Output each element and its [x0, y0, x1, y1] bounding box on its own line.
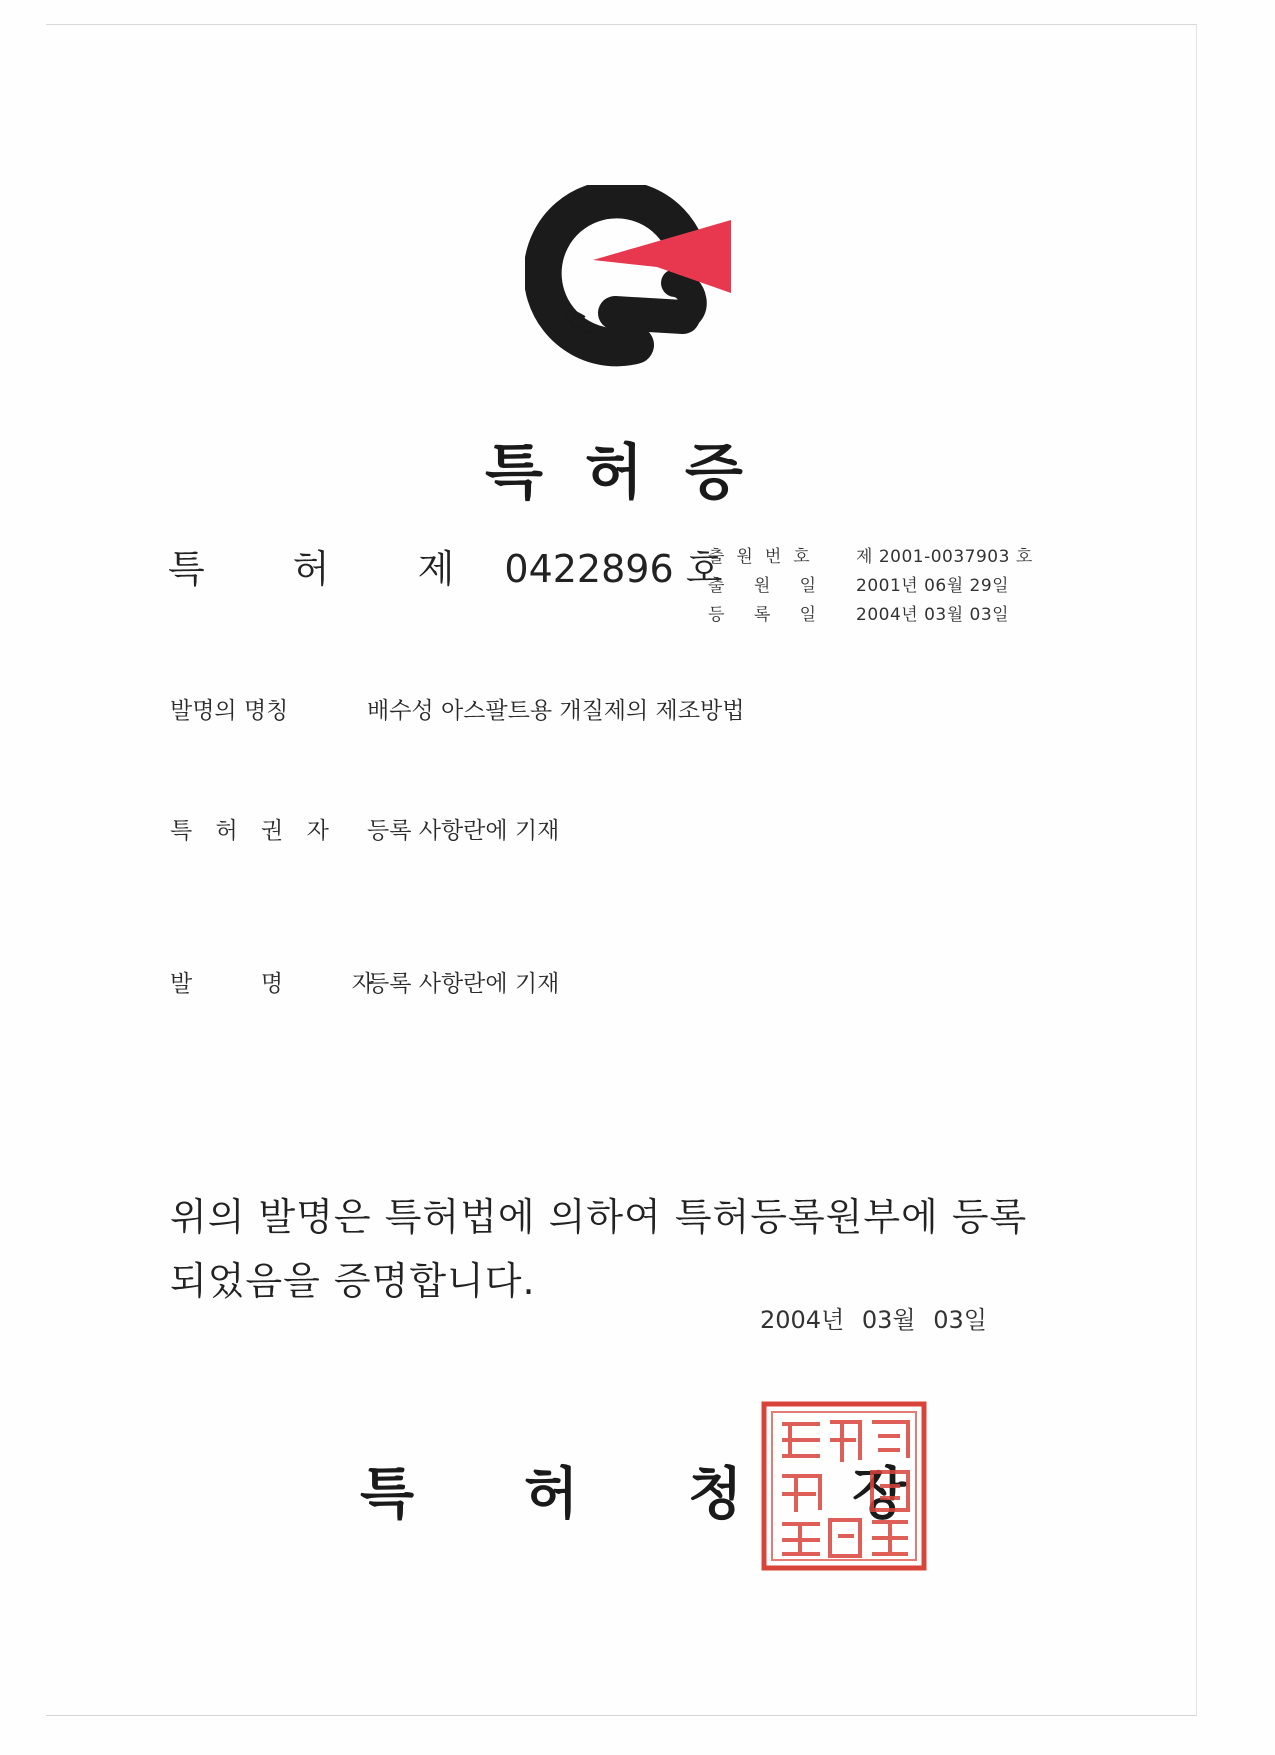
inventor-value: 등록 사항란에 기재	[367, 971, 560, 997]
patent-number-value: 0422896	[504, 547, 674, 591]
issue-date: 2004년 03월 03일	[760, 1306, 987, 1334]
application-date-row	[708, 569, 1033, 598]
application-number-value: 제 2001-0037903 호	[856, 547, 1033, 567]
patentee-label: 특 허 권 자	[170, 818, 337, 844]
application-date-value: 2001년 06월 29일	[856, 576, 1010, 596]
patent-number-line	[168, 538, 722, 593]
patent-number-suffix: 호	[685, 547, 723, 591]
invention-title-label: 발명의 명칭	[170, 698, 289, 724]
inventor-field	[170, 965, 559, 998]
invention-title-value: 배수성 아스팔트용 개질제의 제조방법	[367, 698, 745, 724]
application-number-label: 출원번호	[708, 547, 822, 567]
registration-date-label: 등 록 일	[708, 605, 829, 625]
certification-statement	[170, 1185, 1090, 1313]
registration-date-value: 2004년 03월 03일	[856, 605, 1010, 625]
government-emblem-icon	[525, 185, 755, 370]
registration-date-row	[708, 598, 1033, 627]
document-title: 특허증	[485, 438, 785, 508]
patent-number-label: 특 허 제	[168, 547, 493, 591]
statement-line-2: 되었음을 증명합니다.	[170, 1259, 536, 1303]
patentee-field	[170, 812, 559, 845]
statement-line-1: 위의 발명은 특허법에 의하여 특허등록원부에 등록	[170, 1195, 1028, 1239]
invention-title-field	[170, 692, 744, 725]
official-seal-stamp	[760, 1400, 928, 1572]
application-info	[708, 540, 1033, 627]
patentee-value: 등록 사항란에 기재	[367, 818, 560, 844]
application-date-label: 출 원 일	[708, 576, 829, 596]
application-number-row	[708, 540, 1033, 569]
issuer-name: 특허청장	[360, 1462, 1017, 1527]
inventor-label: 발 명 자	[170, 971, 392, 997]
